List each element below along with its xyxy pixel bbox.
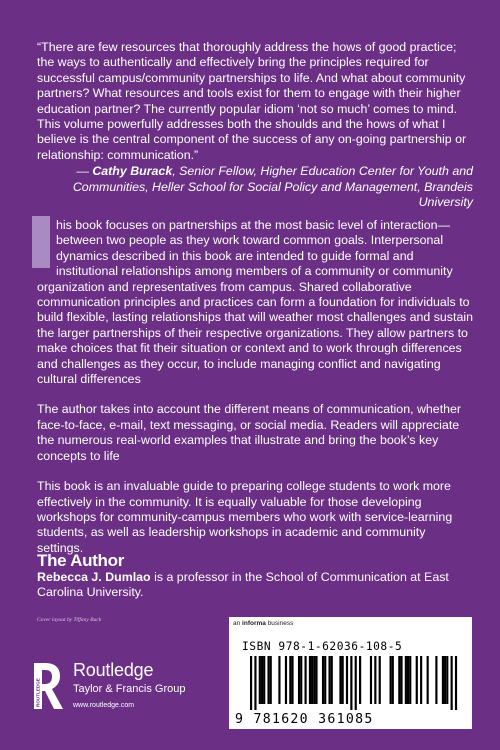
barcode-bar [270,656,272,704]
endorsement-blurb [37,40,473,210]
barcode-digits: 9 781620 361085 [235,712,374,727]
author-bio [37,570,473,601]
drop-cap [32,216,50,268]
author-heading: The Author [37,551,125,570]
publisher-logo [30,661,250,721]
author-name: Rebecca J. Dumlao [37,570,151,584]
ean13-barcode [242,656,462,712]
isbn-number: ISBN 978-1-62036-108-5 [242,640,403,653]
barcode-bar [405,656,407,704]
barcode-bar [442,656,444,704]
barcode-bar [398,656,400,704]
barcode-bar [298,656,300,704]
barcode-bar [315,656,317,704]
informa-prefix: an [233,620,243,627]
barcode-bar [311,656,313,704]
barcode-bar [259,656,261,704]
barcode-bar [342,656,344,704]
description-paragraph-1 [37,218,473,387]
barcode-bar [261,656,263,704]
barcode-bar [392,656,394,704]
routledge-r-icon [30,661,64,711]
endorsement-dash: — [76,164,93,179]
barcode-bar [400,656,402,704]
barcode-bar [435,656,437,704]
barcode-bar [409,656,411,704]
description-paragraph-3: This book is an invaluable guide to preparing college students to work more effectively in the community. It is equally valuable for those developing workshops for community-campus members who work with service-learning students, as well as leadership workshops in academic and community settings. [37,479,453,555]
barcode-bar [416,656,418,704]
informa-suffix: business [265,620,294,627]
barcode-bar [328,656,330,704]
informa-brand: informa [242,620,266,627]
barcode-bar [267,656,269,704]
barcode-bar [359,656,361,704]
cover-credit: Cover layout by Tiffany Buck [37,617,102,623]
endorser-affiliation: , Senior Fellow, Higher Education Center for Youth and Communities, Heller School for Social Policy and Management, Brandeis University [72,164,473,210]
informa-tagline [233,620,293,627]
barcode-bar [455,656,457,710]
barcode-panel [229,617,472,729]
barcode-bar [313,656,315,704]
barcode-bar [300,656,302,704]
barcode-bar [370,656,372,704]
description-paragraph-1-text: his book focuses on partnerships at the most basic level of interaction—between two people as they work toward common goals. Interpersonal dynamics described in this book are intended to guide formal and institutional relationships among members of a community or community organization and representatives from campus. Shared collaborative communication principles and practices can form a foundation for individuals to build flexible, lasting relationships that will weather most challenges and sustain the larger partnerships of their respective organizations. They allow partners to make choices that fit their situation or context and to work through differences and challenges as they occur, to include managing conflict and navigating cultural differences [37,218,473,387]
publisher-group: Taylor & Francis Group [73,683,186,695]
barcode-bar [346,656,348,704]
barcode-bar [350,656,352,710]
barcode-bar [285,656,287,704]
barcode-bar [444,656,446,704]
routledge-vertical-wordmark: ROUTLEDGE [35,678,41,707]
barcode-bar [339,656,341,704]
barcode-bar [379,656,381,704]
publisher-url[interactable]: www.routledge.com [73,702,135,709]
barcode-bar [322,656,324,704]
barcode-bar [420,656,422,704]
barcode-bar [427,656,429,704]
barcode-bar [305,656,307,704]
description-paragraph-2: The author takes into account the different means of communication, whether face-to-face, e-mail, text messaging, or social media. Readers will appreciate the numerous real-world examples that illustrate and bring the book’s key concepts to life [37,402,462,463]
barcode-bar [446,656,448,704]
endorser-name: Cathy Burack [92,164,173,179]
book-description [37,218,473,571]
author-bio-text: is a professor in the School of Communication at East Carolina University. [37,570,449,600]
barcode-bar [451,656,453,710]
barcode-bar [355,656,357,710]
barcode-bar [309,656,311,704]
barcode-bar [390,656,392,704]
endorsement-attribution [37,164,473,210]
endorsement-quote: “There are few resources that thoroughly address the hows of good practice; the ways to authentically and effectively bring the principles required for successful campus/community partnerships to life. And what about community partners? What resources and tools exist for them to engage with their higher education partner? The currently popular idiom ‘not so much’ comes to mind. This volume powerfully addresses both the shoulds and the hows of what I believe is the central component of the success of any on-going partnership or relationship: communication.” [37,40,467,162]
barcode-bar [250,656,252,710]
barcode-bar [407,656,409,704]
barcode-bar [278,656,280,704]
barcode-bar [374,656,376,704]
publisher-name: Routledge [73,660,154,680]
barcode-bar [289,656,291,704]
barcode-bar [263,656,265,704]
barcode-bar [254,656,256,710]
barcode-bar [291,656,293,704]
barcode-bar [324,656,326,704]
barcode-bar [331,656,333,704]
